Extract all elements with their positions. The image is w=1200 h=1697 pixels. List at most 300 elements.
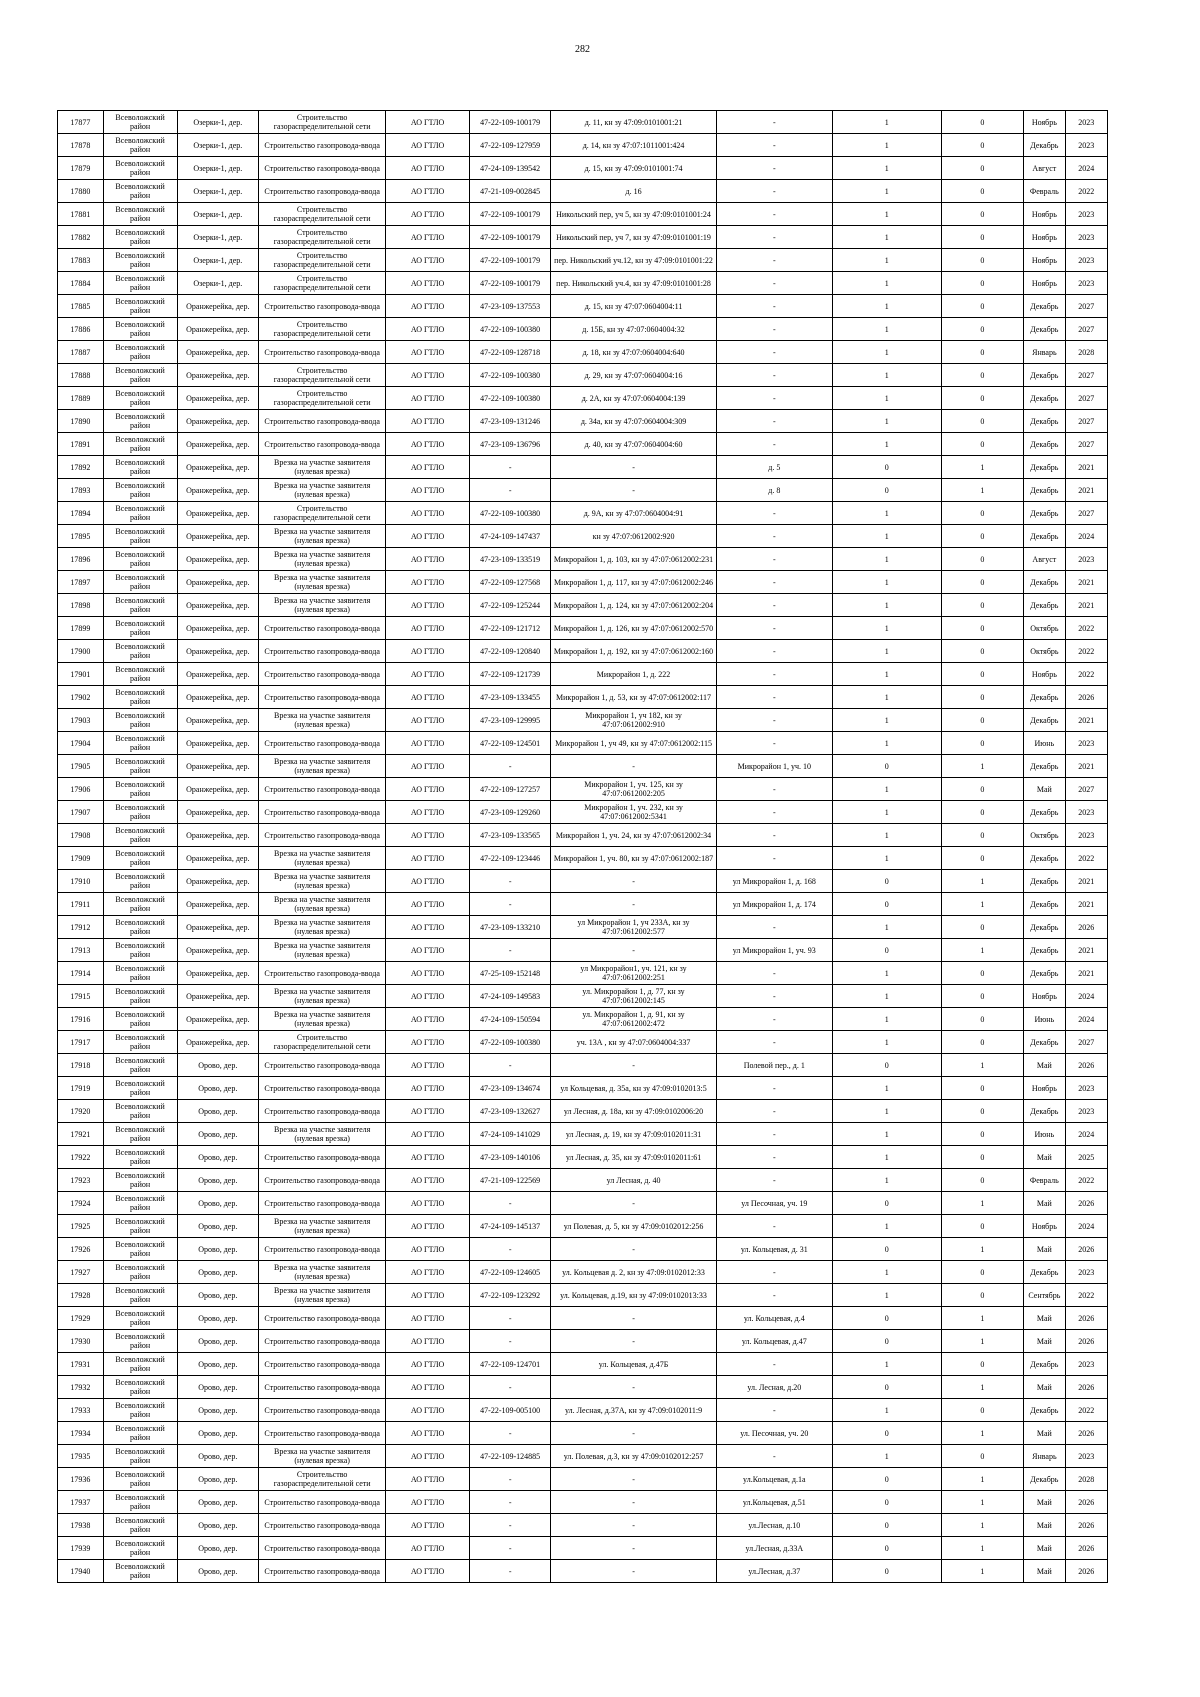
cell-count_b: 0 — [941, 1008, 1024, 1031]
cell-address_planned: - — [716, 1215, 832, 1238]
cell-district: Всеволожский район — [103, 1146, 177, 1169]
cell-organization: АО ГТЛО — [386, 1307, 470, 1330]
cell-year: 2022 — [1065, 1284, 1107, 1307]
cell-address_existing: д. 11, кн зу 47:09:0101001:21 — [551, 111, 716, 134]
cell-count_b: 0 — [941, 617, 1024, 640]
cell-work_type: Строительство газораспределительной сети — [259, 272, 386, 295]
cell-address_existing: Микрорайон 1, уч. 24, кн зу 47:07:0612002:34 — [551, 824, 716, 847]
cell-address_planned: ул.Лесная, д.37 — [716, 1560, 832, 1583]
cell-count_b: 0 — [941, 502, 1024, 525]
table-row — [58, 1307, 1108, 1330]
cell-address_existing: ул Лесная, д. 35, кн зу 47:09:0102011:61 — [551, 1146, 716, 1169]
table-row — [58, 824, 1108, 847]
cell-№: 17932 — [58, 1376, 104, 1399]
cell-№: 17881 — [58, 203, 104, 226]
cell-month: Декабрь — [1024, 594, 1065, 617]
cell-count_b: 0 — [941, 1215, 1024, 1238]
cell-settlement: Орово, дер. — [177, 1422, 259, 1445]
cell-year: 2024 — [1065, 985, 1107, 1008]
cell-count_b: 0 — [941, 571, 1024, 594]
cell-district: Всеволожский район — [103, 203, 177, 226]
cell-count_a: 1 — [832, 1031, 941, 1054]
cell-address_existing: - — [551, 1192, 716, 1215]
cell-address_planned: - — [716, 847, 832, 870]
cell-count_a: 1 — [832, 295, 941, 318]
cell-month: Октябрь — [1024, 617, 1065, 640]
cell-count_b: 0 — [941, 1100, 1024, 1123]
cell-year: 2023 — [1065, 203, 1107, 226]
cell-№: 17904 — [58, 732, 104, 755]
cell-settlement: Оранжерейка, дер. — [177, 985, 259, 1008]
cell-address_planned: - — [716, 249, 832, 272]
cell-address_existing: Микрорайон 1, уч. 125, кн зу 47:07:0612002:205 — [551, 778, 716, 801]
cell-address_planned: - — [716, 1284, 832, 1307]
cell-count_b: 0 — [941, 525, 1024, 548]
cell-year: 2023 — [1065, 134, 1107, 157]
cell-district: Всеволожский район — [103, 525, 177, 548]
cell-year: 2023 — [1065, 548, 1107, 571]
cell-work_type: Врезка на участке заявителя (нулевая врезка) — [259, 1445, 386, 1468]
cell-district: Всеволожский район — [103, 249, 177, 272]
cell-settlement: Оранжерейка, дер. — [177, 341, 259, 364]
cell-month: Июнь — [1024, 1123, 1065, 1146]
cell-organization: АО ГТЛО — [386, 295, 470, 318]
cell-work_type: Строительство газопровода-ввода — [259, 1353, 386, 1376]
cell-organization: АО ГТЛО — [386, 732, 470, 755]
cell-work_type: Врезка на участке заявителя (нулевая врезка) — [259, 870, 386, 893]
cell-count_b: 0 — [941, 410, 1024, 433]
cell-address_planned: - — [716, 962, 832, 985]
cell-month: Декабрь — [1024, 1031, 1065, 1054]
cell-work_type: Врезка на участке заявителя (нулевая врезка) — [259, 479, 386, 502]
cell-program_number: 47-23-109-136796 — [469, 433, 551, 456]
cell-work_type: Строительство газораспределительной сети — [259, 364, 386, 387]
cell-count_b: 1 — [941, 479, 1024, 502]
cell-month: Май — [1024, 1514, 1065, 1537]
cell-program_number: - — [469, 1491, 551, 1514]
cell-program_number: - — [469, 1537, 551, 1560]
cell-organization: АО ГТЛО — [386, 1008, 470, 1031]
table-row — [58, 939, 1108, 962]
cell-settlement: Озерки-1, дер. — [177, 226, 259, 249]
table-row — [58, 1491, 1108, 1514]
cell-address_existing: д. 40, кн зу 47:07:0604004:60 — [551, 433, 716, 456]
cell-count_a: 0 — [832, 1376, 941, 1399]
cell-year: 2026 — [1065, 1422, 1107, 1445]
cell-year: 2022 — [1065, 640, 1107, 663]
cell-count_b: 1 — [941, 1307, 1024, 1330]
cell-settlement: Озерки-1, дер. — [177, 157, 259, 180]
cell-month: Декабрь — [1024, 962, 1065, 985]
cell-year: 2023 — [1065, 1261, 1107, 1284]
cell-year: 2024 — [1065, 1215, 1107, 1238]
cell-month: Декабрь — [1024, 410, 1065, 433]
cell-address_planned: - — [716, 571, 832, 594]
cell-year: 2025 — [1065, 1146, 1107, 1169]
cell-organization: АО ГТЛО — [386, 1054, 470, 1077]
cell-month: Декабрь — [1024, 1468, 1065, 1491]
cell-address_existing: д. 29, кн зу 47:07:0604004:16 — [551, 364, 716, 387]
cell-address_planned: ул Микрорайон 1, уч. 93 — [716, 939, 832, 962]
cell-work_type: Строительство газопровода-ввода — [259, 1514, 386, 1537]
cell-settlement: Оранжерейка, дер. — [177, 410, 259, 433]
cell-№: 17903 — [58, 709, 104, 732]
cell-№: 17888 — [58, 364, 104, 387]
cell-№: 17910 — [58, 870, 104, 893]
cell-count_b: 0 — [941, 111, 1024, 134]
cell-month: Декабрь — [1024, 433, 1065, 456]
cell-№: 17911 — [58, 893, 104, 916]
cell-organization: АО ГТЛО — [386, 709, 470, 732]
cell-month: Ноябрь — [1024, 249, 1065, 272]
cell-district: Всеволожский район — [103, 295, 177, 318]
table-row — [58, 1376, 1108, 1399]
table-row — [58, 1330, 1108, 1353]
cell-organization: АО ГТЛО — [386, 824, 470, 847]
cell-address_existing: Микрорайон 1, д. 192, кн зу 47:07:0612002:160 — [551, 640, 716, 663]
cell-work_type: Врезка на участке заявителя (нулевая врезка) — [259, 525, 386, 548]
cell-count_b: 0 — [941, 1031, 1024, 1054]
cell-organization: АО ГТЛО — [386, 1100, 470, 1123]
cell-month: Май — [1024, 1054, 1065, 1077]
cell-settlement: Оранжерейка, дер. — [177, 893, 259, 916]
cell-settlement: Орово, дер. — [177, 1376, 259, 1399]
cell-district: Всеволожский район — [103, 824, 177, 847]
cell-address_planned: - — [716, 801, 832, 824]
cell-address_planned: - — [716, 824, 832, 847]
cell-address_planned: - — [716, 226, 832, 249]
cell-year: 2026 — [1065, 1238, 1107, 1261]
cell-count_a: 1 — [832, 249, 941, 272]
cell-program_number: 47-24-109-139542 — [469, 157, 551, 180]
table-row — [58, 1100, 1108, 1123]
cell-№: 17879 — [58, 157, 104, 180]
cell-organization: АО ГТЛО — [386, 364, 470, 387]
cell-address_existing: - — [551, 1422, 716, 1445]
table-row — [58, 732, 1108, 755]
cell-address_planned: - — [716, 318, 832, 341]
cell-year: 2021 — [1065, 962, 1107, 985]
cell-count_a: 0 — [832, 1192, 941, 1215]
cell-organization: АО ГТЛО — [386, 226, 470, 249]
cell-address_planned: - — [716, 1077, 832, 1100]
cell-month: Декабрь — [1024, 364, 1065, 387]
cell-count_b: 0 — [941, 1169, 1024, 1192]
cell-organization: АО ГТЛО — [386, 1192, 470, 1215]
cell-program_number: 47-22-109-100179 — [469, 226, 551, 249]
cell-address_planned: - — [716, 1123, 832, 1146]
cell-organization: АО ГТЛО — [386, 1123, 470, 1146]
cell-address_planned: ул Микрорайон 1, д. 174 — [716, 893, 832, 916]
cell-program_number: - — [469, 1330, 551, 1353]
cell-organization: АО ГТЛО — [386, 1077, 470, 1100]
cell-organization: АО ГТЛО — [386, 1353, 470, 1376]
cell-program_number: 47-22-109-100380 — [469, 364, 551, 387]
cell-settlement: Озерки-1, дер. — [177, 272, 259, 295]
cell-count_a: 1 — [832, 226, 941, 249]
cell-month: Май — [1024, 1560, 1065, 1583]
cell-work_type: Строительство газораспределительной сети — [259, 203, 386, 226]
cell-settlement: Оранжерейка, дер. — [177, 709, 259, 732]
cell-work_type: Строительство газопровода-ввода — [259, 295, 386, 318]
cell-district: Всеволожский район — [103, 1353, 177, 1376]
table-row — [58, 916, 1108, 939]
cell-work_type: Строительство газопровода-ввода — [259, 1146, 386, 1169]
cell-month: Декабрь — [1024, 387, 1065, 410]
cell-organization: АО ГТЛО — [386, 249, 470, 272]
cell-count_b: 0 — [941, 801, 1024, 824]
cell-settlement: Орово, дер. — [177, 1284, 259, 1307]
cell-address_existing: ул. Лесная, д.37А, кн зу 47:09:0102011:9 — [551, 1399, 716, 1422]
cell-address_existing: Никольский пер, уч 7, кн зу 47:09:0101001:19 — [551, 226, 716, 249]
cell-program_number: 47-23-109-129260 — [469, 801, 551, 824]
cell-count_b: 1 — [941, 1422, 1024, 1445]
cell-program_number: - — [469, 1192, 551, 1215]
cell-district: Всеволожский район — [103, 663, 177, 686]
cell-№: 17896 — [58, 548, 104, 571]
cell-settlement: Озерки-1, дер. — [177, 249, 259, 272]
cell-address_planned: Полевой пер., д. 1 — [716, 1054, 832, 1077]
cell-work_type: Строительство газопровода-ввода — [259, 1307, 386, 1330]
cell-№: 17935 — [58, 1445, 104, 1468]
cell-program_number: - — [469, 1238, 551, 1261]
cell-district: Всеволожский район — [103, 1376, 177, 1399]
cell-program_number: 47-22-109-127568 — [469, 571, 551, 594]
cell-program_number: - — [469, 1054, 551, 1077]
cell-count_b: 0 — [941, 1284, 1024, 1307]
cell-№: 17928 — [58, 1284, 104, 1307]
cell-address_existing: пер. Никольский уч.4, кн зу 47:09:0101001:28 — [551, 272, 716, 295]
cell-count_b: 0 — [941, 732, 1024, 755]
cell-address_planned: - — [716, 1146, 832, 1169]
cell-district: Всеволожский район — [103, 1169, 177, 1192]
cell-№: 17912 — [58, 916, 104, 939]
cell-year: 2021 — [1065, 939, 1107, 962]
table-row — [58, 295, 1108, 318]
cell-district: Всеволожский район — [103, 364, 177, 387]
cell-№: 17882 — [58, 226, 104, 249]
table-body — [58, 111, 1108, 1583]
cell-organization: АО ГТЛО — [386, 801, 470, 824]
cell-work_type: Врезка на участке заявителя (нулевая врезка) — [259, 709, 386, 732]
table-row — [58, 1169, 1108, 1192]
cell-count_b: 0 — [941, 1261, 1024, 1284]
cell-work_type: Строительство газопровода-ввода — [259, 1537, 386, 1560]
cell-count_b: 1 — [941, 456, 1024, 479]
cell-organization: АО ГТЛО — [386, 1376, 470, 1399]
cell-count_a: 1 — [832, 1261, 941, 1284]
cell-organization: АО ГТЛО — [386, 272, 470, 295]
cell-count_a: 1 — [832, 732, 941, 755]
cell-settlement: Оранжерейка, дер. — [177, 755, 259, 778]
cell-year: 2023 — [1065, 801, 1107, 824]
cell-program_number: 47-22-109-127959 — [469, 134, 551, 157]
cell-organization: АО ГТЛО — [386, 617, 470, 640]
cell-district: Всеволожский район — [103, 479, 177, 502]
table-row — [58, 1146, 1108, 1169]
cell-month: Декабрь — [1024, 1261, 1065, 1284]
cell-district: Всеволожский район — [103, 134, 177, 157]
cell-year: 2027 — [1065, 295, 1107, 318]
cell-count_a: 1 — [832, 709, 941, 732]
cell-year: 2023 — [1065, 249, 1107, 272]
cell-year: 2026 — [1065, 1560, 1107, 1583]
cell-count_b: 0 — [941, 1445, 1024, 1468]
cell-work_type: Строительство газопровода-ввода — [259, 778, 386, 801]
cell-address_existing: ул Полевая, д. 5, кн зу 47:09:0102012:256 — [551, 1215, 716, 1238]
cell-organization: АО ГТЛО — [386, 571, 470, 594]
cell-work_type: Строительство газопровода-ввода — [259, 732, 386, 755]
cell-organization: АО ГТЛО — [386, 916, 470, 939]
cell-№: 17906 — [58, 778, 104, 801]
cell-count_a: 1 — [832, 1169, 941, 1192]
cell-year: 2023 — [1065, 226, 1107, 249]
cell-count_a: 1 — [832, 686, 941, 709]
cell-count_a: 0 — [832, 1514, 941, 1537]
cell-address_planned: - — [716, 663, 832, 686]
cell-count_b: 0 — [941, 985, 1024, 1008]
cell-district: Всеволожский район — [103, 1491, 177, 1514]
cell-district: Всеволожский район — [103, 1399, 177, 1422]
cell-№: 17913 — [58, 939, 104, 962]
cell-month: Ноябрь — [1024, 203, 1065, 226]
cell-address_existing: Микрорайон 1, уч. 232, кн зу 47:07:0612002:5341 — [551, 801, 716, 824]
table-row — [58, 1031, 1108, 1054]
cell-year: 2026 — [1065, 1307, 1107, 1330]
table-row — [58, 410, 1108, 433]
cell-district: Всеволожский район — [103, 962, 177, 985]
cell-organization: АО ГТЛО — [386, 548, 470, 571]
cell-district: Всеволожский район — [103, 1422, 177, 1445]
cell-settlement: Озерки-1, дер. — [177, 203, 259, 226]
cell-program_number: 47-23-109-134674 — [469, 1077, 551, 1100]
cell-№: 17885 — [58, 295, 104, 318]
cell-year: 2021 — [1065, 456, 1107, 479]
cell-settlement: Орово, дер. — [177, 1537, 259, 1560]
cell-address_existing: д. 15, кн зу 47:07:0604004:11 — [551, 295, 716, 318]
cell-program_number: - — [469, 1468, 551, 1491]
cell-work_type: Строительство газопровода-ввода — [259, 433, 386, 456]
cell-count_b: 0 — [941, 1123, 1024, 1146]
cell-count_b: 0 — [941, 709, 1024, 732]
cell-year: 2022 — [1065, 617, 1107, 640]
table-row — [58, 203, 1108, 226]
cell-address_existing: ул Микрорайон1, уч. 121, кн зу 47:07:0612002:251 — [551, 962, 716, 985]
cell-organization: АО ГТЛО — [386, 180, 470, 203]
cell-settlement: Оранжерейка, дер. — [177, 640, 259, 663]
cell-count_a: 0 — [832, 1054, 941, 1077]
cell-month: Сентябрь — [1024, 1284, 1065, 1307]
cell-address_existing: Микрорайон 1, уч. 80, кн зу 47:07:0612002:187 — [551, 847, 716, 870]
cell-address_planned: - — [716, 111, 832, 134]
cell-count_b: 0 — [941, 387, 1024, 410]
cell-count_a: 0 — [832, 870, 941, 893]
cell-settlement: Оранжерейка, дер. — [177, 847, 259, 870]
cell-month: Декабрь — [1024, 479, 1065, 502]
cell-program_number: 47-24-109-145137 — [469, 1215, 551, 1238]
cell-organization: АО ГТЛО — [386, 111, 470, 134]
cell-district: Всеволожский район — [103, 1100, 177, 1123]
cell-count_a: 0 — [832, 755, 941, 778]
cell-settlement: Озерки-1, дер. — [177, 134, 259, 157]
cell-year: 2021 — [1065, 479, 1107, 502]
cell-count_a: 0 — [832, 1422, 941, 1445]
cell-work_type: Строительство газопровода-ввода — [259, 157, 386, 180]
cell-address_planned: - — [716, 548, 832, 571]
table-row — [58, 249, 1108, 272]
cell-district: Всеволожский район — [103, 686, 177, 709]
cell-work_type: Строительство газораспределительной сети — [259, 249, 386, 272]
cell-address_planned: - — [716, 272, 832, 295]
cell-program_number: 47-22-109-100380 — [469, 1031, 551, 1054]
cell-count_b: 0 — [941, 916, 1024, 939]
cell-address_existing: - — [551, 1537, 716, 1560]
cell-month: Февраль — [1024, 1169, 1065, 1192]
cell-settlement: Оранжерейка, дер. — [177, 962, 259, 985]
cell-work_type: Строительство газопровода-ввода — [259, 1560, 386, 1583]
cell-address_planned: ул.Лесная, д.10 — [716, 1514, 832, 1537]
cell-program_number: 47-24-109-150594 — [469, 1008, 551, 1031]
cell-program_number: 47-23-109-133455 — [469, 686, 551, 709]
cell-address_existing: - — [551, 1330, 716, 1353]
table-row — [58, 571, 1108, 594]
cell-settlement: Оранжерейка, дер. — [177, 295, 259, 318]
cell-work_type: Строительство газопровода-ввода — [259, 1491, 386, 1514]
cell-count_a: 1 — [832, 525, 941, 548]
cell-month: Ноябрь — [1024, 1215, 1065, 1238]
cell-count_a: 1 — [832, 1077, 941, 1100]
cell-district: Всеволожский район — [103, 893, 177, 916]
table-row — [58, 502, 1108, 525]
cell-work_type: Врезка на участке заявителя (нулевая врезка) — [259, 847, 386, 870]
cell-count_b: 1 — [941, 1514, 1024, 1537]
cell-count_a: 1 — [832, 640, 941, 663]
cell-address_planned: - — [716, 502, 832, 525]
cell-count_a: 1 — [832, 663, 941, 686]
cell-count_b: 0 — [941, 272, 1024, 295]
cell-count_b: 1 — [941, 870, 1024, 893]
cell-address_planned: - — [716, 640, 832, 663]
cell-address_planned: д. 5 — [716, 456, 832, 479]
cell-count_a: 1 — [832, 594, 941, 617]
cell-count_a: 1 — [832, 272, 941, 295]
cell-work_type: Строительство газопровода-ввода — [259, 1376, 386, 1399]
cell-year: 2026 — [1065, 1054, 1107, 1077]
cell-district: Всеволожский район — [103, 1261, 177, 1284]
cell-month: Май — [1024, 1330, 1065, 1353]
table-row — [58, 364, 1108, 387]
cell-settlement: Орово, дер. — [177, 1514, 259, 1537]
cell-№: 17890 — [58, 410, 104, 433]
cell-district: Всеволожский район — [103, 1284, 177, 1307]
cell-district: Всеволожский район — [103, 847, 177, 870]
cell-address_existing: - — [551, 1307, 716, 1330]
cell-month: Декабрь — [1024, 847, 1065, 870]
cell-work_type: Строительство газопровода-ввода — [259, 1192, 386, 1215]
cell-count_b: 0 — [941, 594, 1024, 617]
cell-№: 17905 — [58, 755, 104, 778]
cell-address_planned: - — [716, 1261, 832, 1284]
cell-№: 17900 — [58, 640, 104, 663]
cell-year: 2026 — [1065, 916, 1107, 939]
cell-address_planned: ул.Кольцевая, д.1а — [716, 1468, 832, 1491]
cell-№: 17892 — [58, 456, 104, 479]
cell-count_a: 1 — [832, 824, 941, 847]
cell-program_number: 47-22-109-124701 — [469, 1353, 551, 1376]
cell-№: 17939 — [58, 1537, 104, 1560]
cell-address_existing: ул. Микрорайон 1, д. 91, кн зу 47:07:0612002:472 — [551, 1008, 716, 1031]
cell-count_a: 1 — [832, 571, 941, 594]
